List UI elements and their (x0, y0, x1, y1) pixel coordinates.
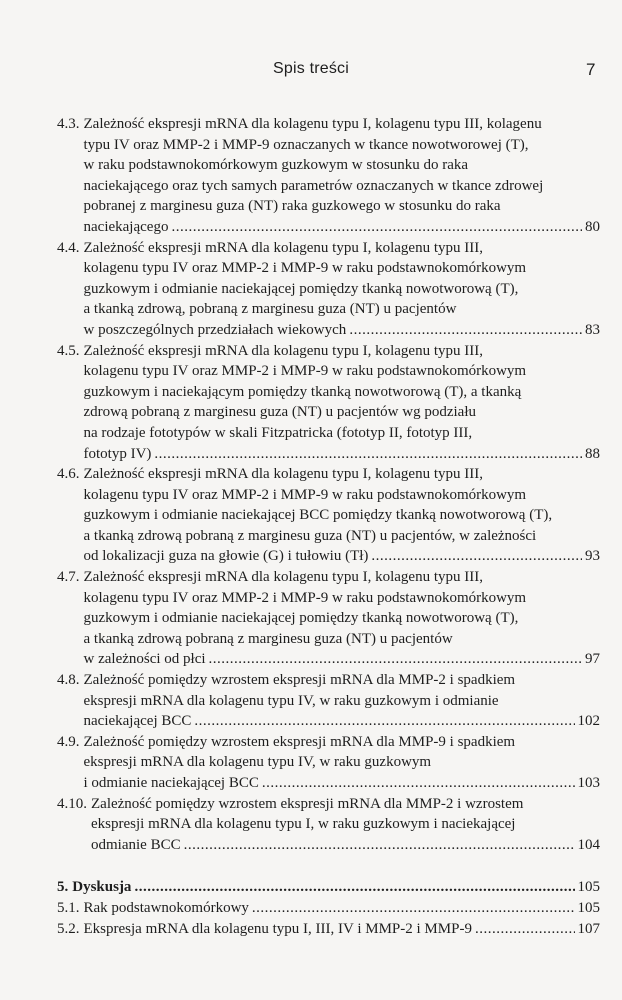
toc-entry-title (84, 898, 601, 919)
toc-entry-line: Zależność pomiędzy wzrostem ekspresji mRNA dla MMP-2 i wzrostem (91, 795, 524, 812)
toc-entry-title (84, 238, 601, 341)
toc-entry-title (84, 670, 601, 732)
toc-entry-page: 97 (585, 651, 600, 668)
page-number: 7 (586, 60, 596, 79)
dot-leader (134, 877, 574, 898)
toc-entry-number: 5. (57, 879, 69, 896)
dot-leader (371, 546, 582, 567)
toc-entry-page: 105 (577, 879, 600, 896)
toc-entry-line: a tkanką zdrową, pobraną z marginesu guza (NT) u pacjentów (83, 301, 457, 318)
dot-leader (252, 898, 575, 919)
toc-entry-title (84, 114, 601, 238)
toc-entry (57, 919, 600, 940)
toc-entry-page: 80 (585, 218, 600, 235)
toc-entry-line-text: Dyskusja (72, 879, 132, 896)
toc-entry-line: Zależność ekspresji mRNA dla kolagenu typu I, kolagenu typu III, (83, 239, 483, 256)
toc-entry-number: 5.2. (57, 920, 80, 937)
toc-entry (57, 567, 600, 670)
toc-entry-line-text: Ekspresja mRNA dla kolagenu typu I, III, IV i MMP-2 i MMP-9 (83, 920, 472, 937)
toc-entry-line: Zależność pomiędzy wzrostem ekspresji mRNA dla MMP-2 i spadkiem (83, 672, 516, 689)
toc-entry-line: kolagenu typu IV oraz MMP-2 i MMP-9 w raku podstawnokomórkowym (83, 589, 527, 606)
toc-entry-line (84, 320, 601, 341)
toc-entry-number: 4.9. (57, 733, 80, 750)
toc-entry-line: kolagenu typu IV oraz MMP-2 i MMP-9 w raku podstawnokomórkowym (83, 363, 527, 380)
toc-entry-page: 83 (585, 321, 600, 338)
toc-entry (57, 464, 600, 567)
toc-entry-line-text: fototyp IV) (83, 445, 152, 462)
toc-entry-number: 4.6. (57, 466, 80, 483)
toc-entry-line (84, 546, 601, 567)
toc-entry-line: ekspresji mRNA dla kolagenu typu IV, w raku guzkowym (83, 754, 432, 771)
toc-entry-page: 88 (585, 445, 600, 462)
toc-entry (57, 794, 600, 856)
toc-entry-line-text: Rak podstawnokomórkowy (83, 899, 249, 916)
toc-entry-line: guzkowym i odmianie naciekającej pomiędzy tkanką nowotworową (T), (83, 280, 519, 297)
toc-entry-line-text: naciekającej BCC (83, 713, 192, 730)
toc-entry-number: 4.3. (57, 116, 80, 132)
toc-entry-number: 4.8. (57, 672, 80, 689)
toc-entry-page: 103 (577, 775, 600, 791)
toc-entry-page: 107 (577, 920, 600, 937)
toc-entry-line: Zależność ekspresji mRNA dla kolagenu typu I, kolagenu typu III, kolagenu (83, 116, 542, 132)
toc-entry-line: a tkanką zdrową pobraną z marginesu guza (NT) u pacjentów (83, 630, 453, 647)
toc-entry-line: Zależność ekspresji mRNA dla kolagenu typu I, kolagenu typu III, (83, 342, 483, 359)
toc-entry-line: typu IV oraz MMP-2 i MMP-9 oznaczanych w tkance nowotworowej (T), (83, 136, 529, 153)
toc-entry-line (91, 835, 600, 856)
toc-entry-line (84, 919, 601, 940)
toc-entry-line-text: w poszczególnych przedziałach wiekowych (83, 321, 347, 338)
toc-entry-line-text: w zależności od płci (83, 651, 206, 668)
toc-entry-line (84, 711, 601, 732)
toc-entry-line: ekspresji mRNA dla kolagenu typu I, w raku guzkowym i naciekającej (91, 816, 516, 833)
toc-entry (57, 341, 600, 465)
toc-entry-line (84, 898, 601, 919)
toc-entry-line: guzkowym i odmianie naciekającej pomiędzy tkanką nowotworową (T), (83, 610, 519, 627)
toc-entry-page: 105 (577, 899, 600, 916)
toc-entry-page: 104 (577, 836, 600, 853)
toc-entry-page: 93 (585, 548, 600, 565)
toc-entry-line: guzkowym i naciekającym pomiędzy tkanką nowotworową (T), a tkanką (83, 383, 522, 400)
toc-entry-title (84, 341, 601, 465)
toc-entry-line-text: od lokalizacji guza na głowie (G) i tułowiu (Tł) (83, 548, 369, 565)
toc-entry-title (84, 732, 601, 794)
toc-entry-title (91, 794, 600, 856)
toc-entry-number: 4.4. (57, 239, 80, 256)
dot-leader (184, 835, 575, 856)
toc-entry-number: 4.5. (57, 342, 80, 359)
toc-entry-line (84, 444, 601, 465)
toc-entry-line: Zależność pomiędzy wzrostem ekspresji mRNA dla MMP-9 i spadkiem (83, 733, 516, 750)
dot-leader (475, 919, 575, 940)
toc-entry-line (84, 773, 601, 794)
toc-entry-line: w raku podstawnokomórkowym guzkowym w stosunku do raka (83, 157, 469, 174)
dot-leader (209, 649, 582, 670)
toc-entry-number: 5.1. (57, 899, 80, 916)
toc-entry-line: ekspresji mRNA dla kolagenu typu IV, w raku guzkowym i odmianie (83, 692, 499, 709)
running-header-title: Spis treści (273, 60, 349, 77)
toc-entry-number: 4.7. (57, 569, 80, 586)
toc-entry (57, 732, 600, 794)
table-of-contents (57, 114, 600, 939)
toc-entry (57, 898, 600, 919)
toc-entry-line: kolagenu typu IV oraz MMP-2 i MMP-9 w raku podstawnokomórkowym (83, 260, 527, 277)
dot-leader (262, 773, 575, 794)
toc-entry-title (84, 919, 601, 940)
toc-entry-line-text: odmianie BCC (91, 836, 181, 853)
toc-entry-title (84, 464, 601, 567)
dot-leader (154, 444, 582, 465)
toc-entry-line: zdrową pobraną z marginesu guza (NT) u pacjentów wg podziału (83, 404, 476, 421)
toc-entry-page: 102 (577, 713, 600, 730)
toc-entry-line (84, 649, 601, 670)
toc-entry (57, 670, 600, 732)
toc-entry-title (72, 877, 600, 898)
toc-entry (57, 238, 600, 341)
toc-entry-line (84, 217, 601, 238)
toc-entry-line-text: naciekającego (83, 218, 169, 235)
toc-entry-number: 4.10. (57, 795, 87, 812)
toc-entry (57, 877, 600, 898)
toc-entry-line: naciekającego oraz tych samych parametrów oznaczanych w tkance zdrowej (83, 177, 544, 194)
toc-entry-line: a tkanką zdrową pobraną z marginesu guza (NT) u pacjentów, w zależności (83, 527, 537, 544)
toc-entry-line (72, 877, 600, 898)
toc-entry-line: na rodzaje fototypów w skali Fitzpatricka (fototyp II, fototyp III, (83, 424, 473, 441)
toc-entry (57, 114, 600, 238)
toc-entry-title (84, 567, 601, 670)
toc-entry-line: guzkowym i odmianie naciekającej BCC pomiędzy tkanką nowotworową (T), (83, 507, 553, 524)
dot-leader (349, 320, 582, 341)
dot-leader (194, 711, 574, 732)
toc-entry-line: Zależność ekspresji mRNA dla kolagenu typu I, kolagenu typu III, (83, 466, 483, 483)
toc-entry-line: Zależność ekspresji mRNA dla kolagenu typu I, kolagenu typu III, (83, 569, 483, 586)
toc-entry-line: pobranej z marginesu guza (NT) raka guzkowego w stosunku do raka (83, 198, 501, 215)
dot-leader (171, 217, 582, 238)
toc-entry-line: kolagenu typu IV oraz MMP-2 i MMP-9 w raku podstawnokomórkowym (83, 486, 527, 503)
toc-entry-line-text: i odmianie naciekającej BCC (83, 775, 259, 791)
